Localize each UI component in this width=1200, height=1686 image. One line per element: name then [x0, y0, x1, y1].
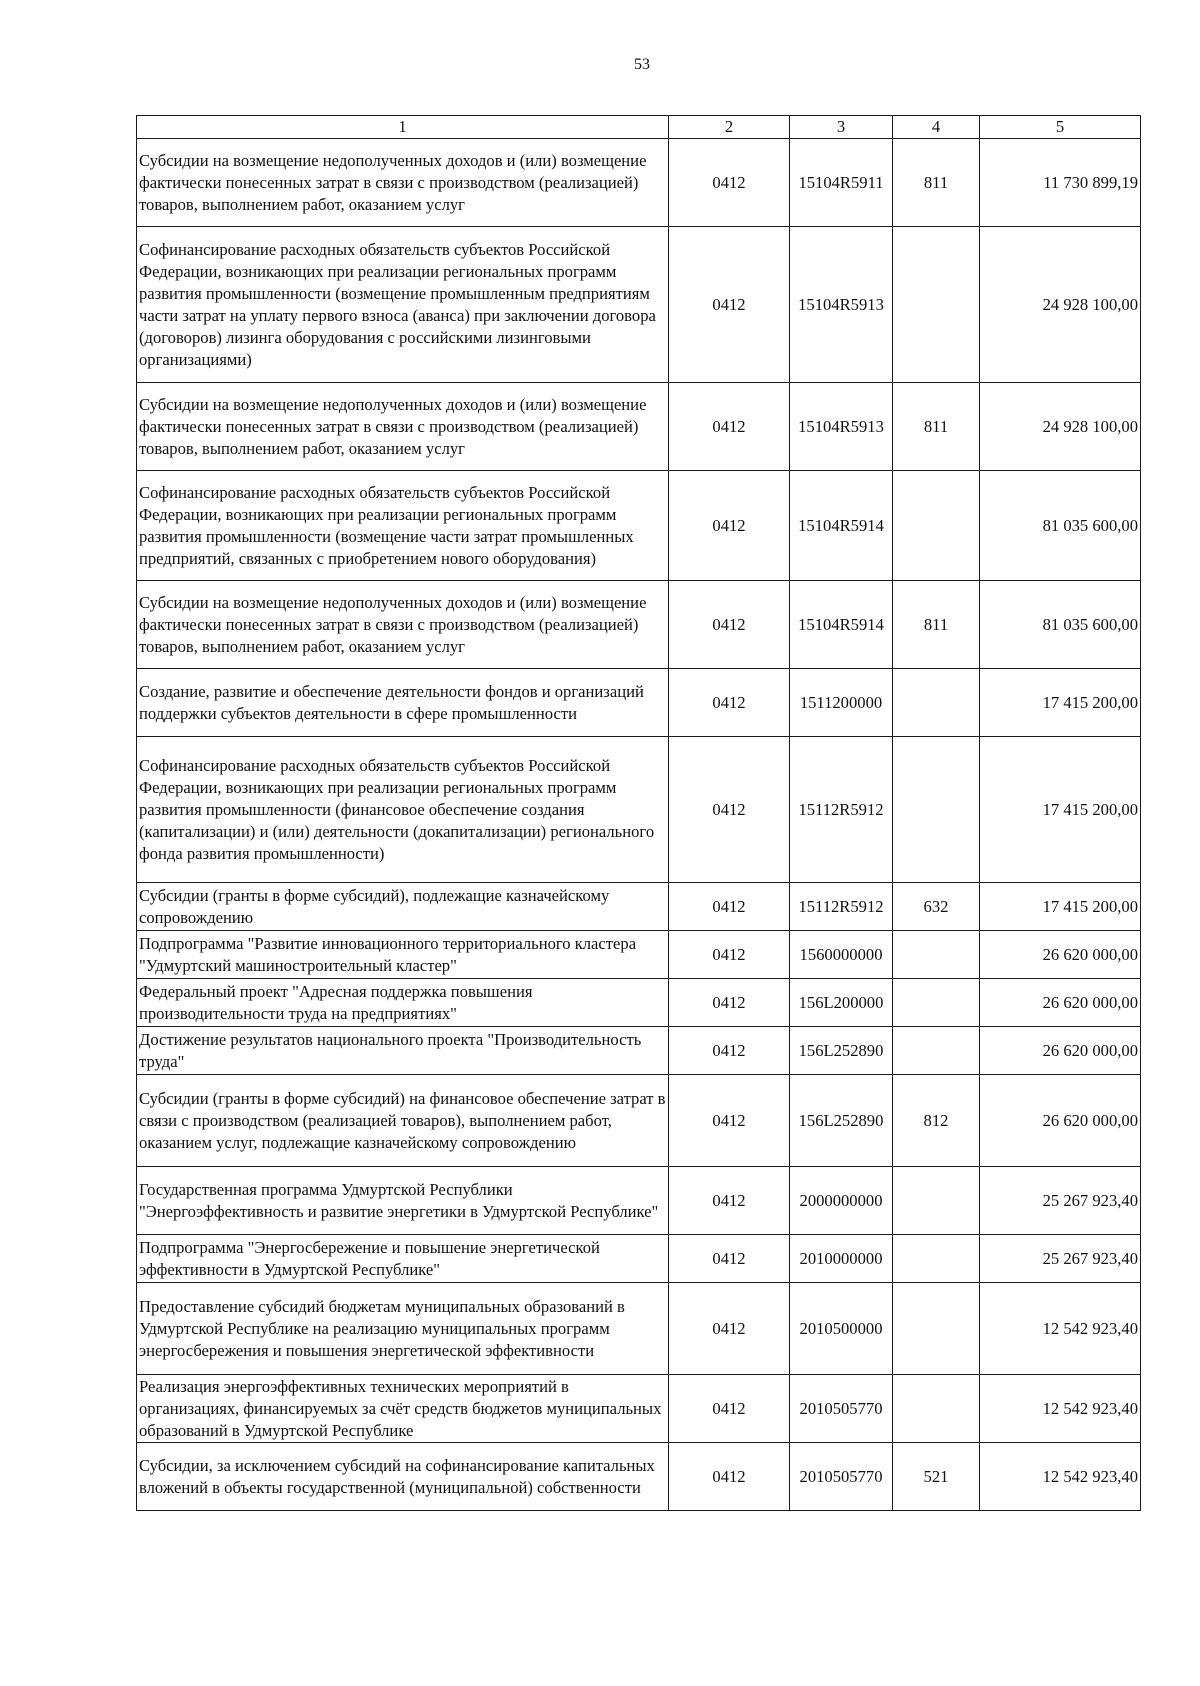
- row-amount: 26 620 000,00: [980, 1075, 1141, 1167]
- table-row: [137, 979, 1141, 1027]
- row-amount: 25 267 923,40: [980, 1235, 1141, 1283]
- table-row: [137, 1443, 1141, 1511]
- row-amount: 17 415 200,00: [980, 737, 1141, 883]
- row-section: 0412: [669, 471, 790, 581]
- table-header-row: [137, 116, 1141, 139]
- row-name: Субсидии (гранты в форме субсидий) на финансовое обеспечение затрат в связи с производством (реализацией товаров), выполнением работ, оказанием услуг, подлежащие казначейскому сопровождению: [137, 1075, 669, 1167]
- table-row: [137, 931, 1141, 979]
- row-type: 812: [893, 1075, 980, 1167]
- row-type: [893, 1283, 980, 1375]
- row-type: 811: [893, 383, 980, 471]
- table-row: [137, 1167, 1141, 1235]
- row-amount: 25 267 923,40: [980, 1167, 1141, 1235]
- row-section: 0412: [669, 883, 790, 931]
- table-row: [137, 1235, 1141, 1283]
- row-amount: 12 542 923,40: [980, 1443, 1141, 1511]
- row-target: 2010000000: [790, 1235, 893, 1283]
- row-target: 15112R5912: [790, 737, 893, 883]
- row-name: Софинансирование расходных обязательств субъектов Российской Федерации, возникающих при реализации региональных программ развития промышленности (возмещение промышленным предприятиям части затрат на уплату первого взноса (аванса) при заключении договора (договоров) лизинга оборудования с российскими лизинговыми организациями): [137, 227, 669, 383]
- row-type: [893, 669, 980, 737]
- row-target: 156L200000: [790, 979, 893, 1027]
- row-section: 0412: [669, 1027, 790, 1075]
- row-amount: 17 415 200,00: [980, 669, 1141, 737]
- row-target: 15104R5913: [790, 227, 893, 383]
- row-target: 2010505770: [790, 1443, 893, 1511]
- row-amount: 24 928 100,00: [980, 227, 1141, 383]
- table-row: [137, 1283, 1141, 1375]
- row-target: 156L252890: [790, 1027, 893, 1075]
- table-row: [137, 471, 1141, 581]
- row-name: Реализация энергоэффективных технических мероприятий в организациях, финансируемых за счёт средств бюджетов муниципальных образований в Удмуртской Республике: [137, 1375, 669, 1443]
- row-section: 0412: [669, 581, 790, 669]
- table-row: [137, 227, 1141, 383]
- row-name: Софинансирование расходных обязательств субъектов Российской Федерации, возникающих при реализации региональных программ развития промышленности (возмещение части затрат промышленных предприятий, связанных с приобретением нового оборудования): [137, 471, 669, 581]
- row-section: 0412: [669, 737, 790, 883]
- row-section: 0412: [669, 1375, 790, 1443]
- header-col-5: 5: [980, 116, 1141, 139]
- row-amount: 81 035 600,00: [980, 581, 1141, 669]
- row-name: Субсидии (гранты в форме субсидий), подлежащие казначейскому сопровождению: [137, 883, 669, 931]
- table-row: [137, 383, 1141, 471]
- row-section: 0412: [669, 1443, 790, 1511]
- row-amount: 26 620 000,00: [980, 1027, 1141, 1075]
- row-name: Предоставление субсидий бюджетам муниципальных образований в Удмуртской Республике на реализацию муниципальных программ энергосбережения и повышения энергетической эффективности: [137, 1283, 669, 1375]
- row-section: 0412: [669, 1075, 790, 1167]
- row-amount: 81 035 600,00: [980, 471, 1141, 581]
- row-amount: 26 620 000,00: [980, 931, 1141, 979]
- row-target: 156L252890: [790, 1075, 893, 1167]
- row-amount: 11 730 899,19: [980, 139, 1141, 227]
- row-section: 0412: [669, 139, 790, 227]
- row-target: 15104R5914: [790, 471, 893, 581]
- header-col-4: 4: [893, 116, 980, 139]
- row-type: [893, 471, 980, 581]
- row-target: 15104R5911: [790, 139, 893, 227]
- row-section: 0412: [669, 1283, 790, 1375]
- header-col-1: 1: [137, 116, 669, 139]
- row-type: [893, 1235, 980, 1283]
- table-row: [137, 139, 1141, 227]
- row-amount: 12 542 923,40: [980, 1375, 1141, 1443]
- row-target: 2000000000: [790, 1167, 893, 1235]
- row-section: 0412: [669, 1235, 790, 1283]
- row-target: 15104R5914: [790, 581, 893, 669]
- table-row: [137, 1027, 1141, 1075]
- row-target: 2010505770: [790, 1375, 893, 1443]
- table-row: [137, 737, 1141, 883]
- row-name: Подпрограмма "Энергосбережение и повышение энергетической эффективности в Удмуртской Республике": [137, 1235, 669, 1283]
- header-col-2: 2: [669, 116, 790, 139]
- row-type: [893, 1167, 980, 1235]
- table-row: [137, 883, 1141, 931]
- row-amount: 12 542 923,40: [980, 1283, 1141, 1375]
- table-row: [137, 669, 1141, 737]
- row-section: 0412: [669, 1167, 790, 1235]
- row-name: Софинансирование расходных обязательств субъектов Российской Федерации, возникающих при реализации региональных программ развития промышленности (финансовое обеспечение создания (капитализации) и (или) деятельности (докапитализации) регионального фонда развития промышленности): [137, 737, 669, 883]
- row-type: 521: [893, 1443, 980, 1511]
- row-section: 0412: [669, 383, 790, 471]
- row-name: Федеральный проект "Адресная поддержка повышения производительности труда на предприятиях": [137, 979, 669, 1027]
- row-type: 811: [893, 581, 980, 669]
- row-section: 0412: [669, 931, 790, 979]
- budget-table: [136, 115, 1141, 1511]
- row-section: 0412: [669, 669, 790, 737]
- row-name: Подпрограмма "Развитие инновационного территориального кластера "Удмуртский машиностроительный кластер": [137, 931, 669, 979]
- row-amount: 17 415 200,00: [980, 883, 1141, 931]
- row-target: 15112R5912: [790, 883, 893, 931]
- header-col-3: 3: [790, 116, 893, 139]
- row-name: Субсидии на возмещение недополученных доходов и (или) возмещение фактически понесенных затрат в связи с производством (реализацией) товаров, выполнением работ, оказанием услуг: [137, 581, 669, 669]
- row-type: [893, 1027, 980, 1075]
- row-type: 632: [893, 883, 980, 931]
- row-name: Субсидии, за исключением субсидий на софинансирование капитальных вложений в объекты государственной (муниципальной) собственности: [137, 1443, 669, 1511]
- row-target: 15104R5913: [790, 383, 893, 471]
- row-name: Субсидии на возмещение недополученных доходов и (или) возмещение фактически понесенных затрат в связи с производством (реализацией) товаров, выполнением работ, оказанием услуг: [137, 383, 669, 471]
- row-type: [893, 979, 980, 1027]
- row-section: 0412: [669, 979, 790, 1027]
- row-type: [893, 931, 980, 979]
- row-name: Достижение результатов национального проекта "Производительность труда": [137, 1027, 669, 1075]
- row-name: Государственная программа Удмуртской Республики "Энергоэффективность и развитие энергетики в Удмуртской Республике": [137, 1167, 669, 1235]
- row-section: 0412: [669, 227, 790, 383]
- page-number: 53: [634, 56, 650, 73]
- table-row: [137, 581, 1141, 669]
- row-target: 1560000000: [790, 931, 893, 979]
- row-target: 1511200000: [790, 669, 893, 737]
- table-row: [137, 1375, 1141, 1443]
- row-type: 811: [893, 139, 980, 227]
- row-target: 2010500000: [790, 1283, 893, 1375]
- row-amount: 24 928 100,00: [980, 383, 1141, 471]
- row-type: [893, 1375, 980, 1443]
- row-type: [893, 227, 980, 383]
- row-name: Создание, развитие и обеспечение деятельности фондов и организаций поддержки субъектов деятельности в сфере промышленности: [137, 669, 669, 737]
- row-name: Субсидии на возмещение недополученных доходов и (или) возмещение фактически понесенных затрат в связи с производством (реализацией) товаров, выполнением работ, оказанием услуг: [137, 139, 669, 227]
- row-type: [893, 737, 980, 883]
- table-row: [137, 1075, 1141, 1167]
- row-amount: 26 620 000,00: [980, 979, 1141, 1027]
